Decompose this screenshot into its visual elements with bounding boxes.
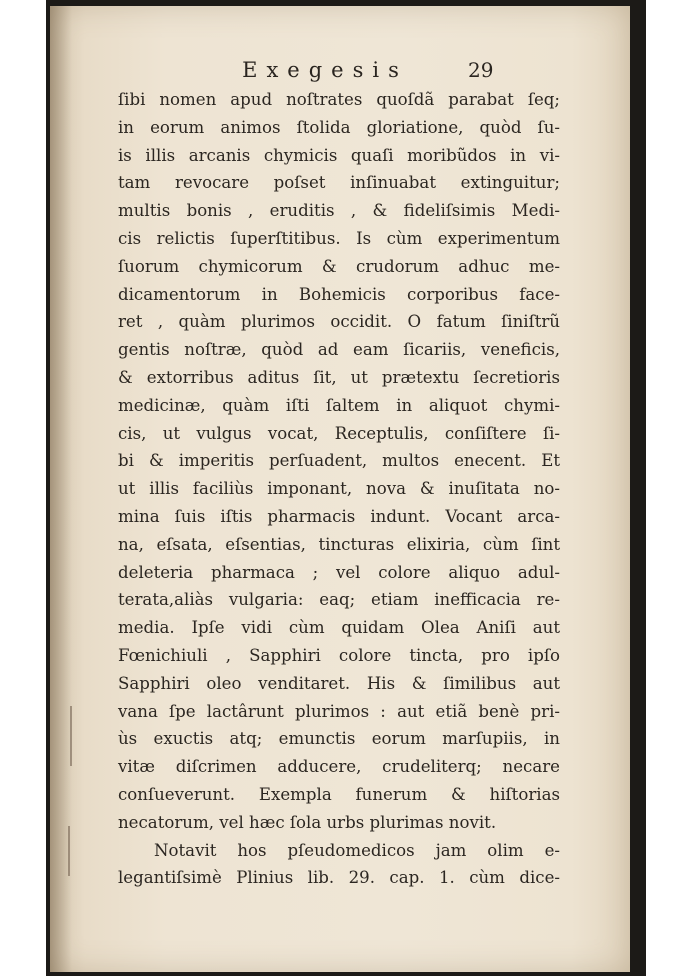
text-line: is illis arcanis chymicis quaſi moribũdos in vi- <box>118 145 560 165</box>
text-line: cis relictis ſuperſtitibus. Is cùm experimentum <box>118 228 560 248</box>
text-line: tam revocare poſset inſinuabat extinguitur; <box>118 173 560 193</box>
book-page <box>50 6 630 972</box>
text-line: conſueverunt. Exempla funerum & hiſtorias <box>118 784 560 804</box>
text-line: medicinæ, quàm iſti ſaltem in aliquot chymi- <box>118 395 560 415</box>
text-line: bi & imperitis perſuadent, multos enecent. Et <box>118 451 560 471</box>
text-line: vitæ diſcrimen adducere, crudeliterq; necare <box>118 757 560 777</box>
paragraph-1 <box>118 86 560 837</box>
text-line: ut illis faciliùs imponant, nova & inuſitata no- <box>118 479 560 499</box>
page-number: 29 <box>468 58 494 82</box>
running-head: Exegesis <box>242 58 408 82</box>
page-header <box>50 58 630 88</box>
text-line: media. Ipſe vidi cùm quidam Olea Aniſi aut <box>118 618 560 638</box>
text-line: ùs exuctis atq; emunctis eorum marſupiis, in <box>118 729 560 749</box>
paragraph-2 <box>118 837 560 893</box>
text-line: multis bonis , eruditis , & fideliſsimis Medi- <box>118 201 560 221</box>
text-line: legantiſsimè Plinius lib. 29. cap. 1. cùm dice- <box>118 868 560 888</box>
margin-mark <box>70 706 72 766</box>
text-line: necatorum, vel hæc ſola urbs plurimas novit. <box>118 812 497 832</box>
body-text <box>118 86 560 892</box>
text-line: in eorum animos ſtolida gloriatione, quòd ſu- <box>118 117 560 137</box>
text-line: na, eſsata, eſsentias, tincturas elixiria, cùm ſint <box>118 534 560 554</box>
text-line: & extorribus aditus ſit, ut prætextu ſecretioris <box>118 367 560 387</box>
text-line: ſibi nomen apud noſtrates quoſdã parabat ſeq; <box>118 90 560 109</box>
text-line: terata,aliàs vulgaria: eaq; etiam inefficacia re- <box>118 590 560 610</box>
text-line: Fœnichiuli , Sapphiri colore tincta, pro ipſo <box>118 645 560 665</box>
text-line: vana ſpe lactârunt plurimos : aut etiã benè pri- <box>118 701 560 721</box>
margin-mark <box>68 826 70 876</box>
text-line: dicamentorum in Bohemicis corporibus face- <box>118 284 560 304</box>
text-line: Sapphiri oleo venditaret. His & ſimilibus aut <box>118 673 560 693</box>
text-line: ſuorum chymicorum & crudorum adhuc me- <box>118 256 560 276</box>
text-line: ret , quàm plurimos occidit. O fatum ſiniſtrũ <box>118 312 560 332</box>
text-line: mina ſuis iſtis pharmacis indunt. Vocant arca- <box>118 506 560 526</box>
text-line: Notavit hos pſeudomedicos jam olim e- <box>154 840 560 860</box>
text-line: cis, ut vulgus vocat, Receptulis, conſiſtere ſi- <box>118 423 560 443</box>
text-line: deleteria pharmaca ; vel colore aliquo adul- <box>118 562 560 582</box>
text-line: gentis noſtræ, quòd ad eam ſicariis, veneficis, <box>118 340 560 360</box>
